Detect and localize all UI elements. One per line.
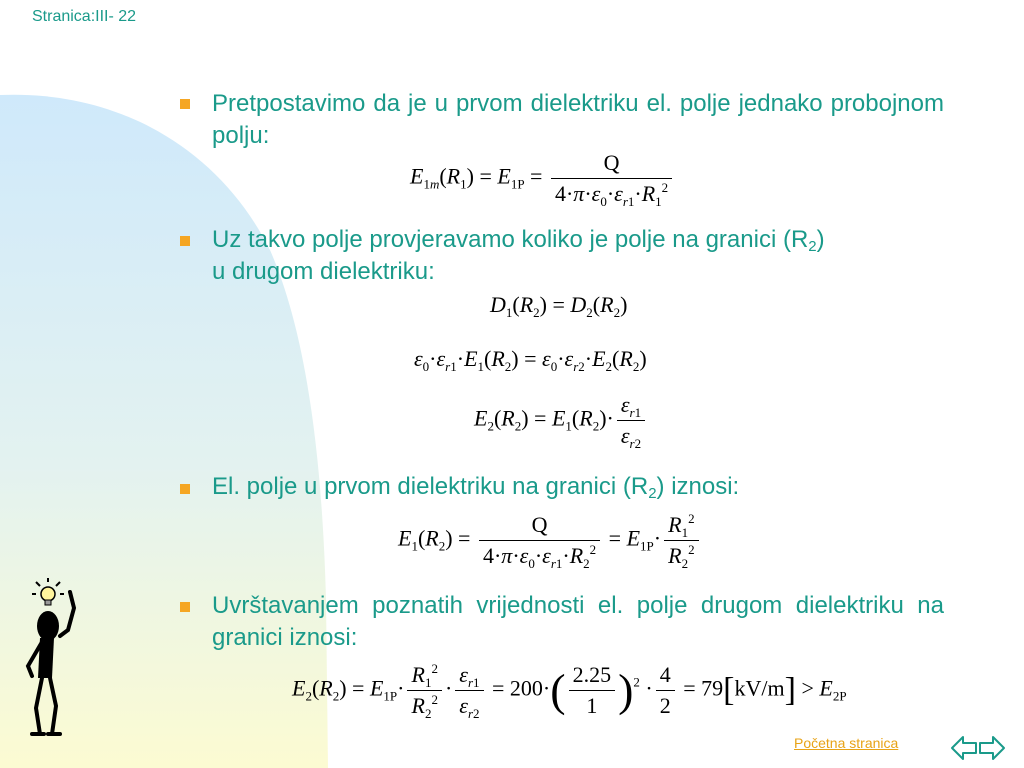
bullet-marker — [180, 602, 190, 612]
equation-result: 79 — [701, 675, 724, 701]
bullet-text-1: Pretpostavimo da je u prvom dielektriku el. polje jednako probojnom polju: — [212, 90, 944, 149]
nav-back-arrow-icon[interactable] — [952, 737, 976, 759]
bullet-text-3-part2: ) iznosi: — [656, 473, 740, 500]
equation-unit: kV/m — [734, 675, 785, 701]
bullet-text-2-part2: u drugom dielektriku: — [212, 258, 435, 285]
nav-forward-arrow-icon[interactable] — [980, 737, 1004, 759]
bullet-text-3: El. polje u prvom dielektriku na granici $(R_2)$ iznosi: — [212, 473, 740, 502]
equation-breakdown-field: $E_{1m}(R_1) = E_{1P}$ = $\frac{Q}{4\cdot\pi\cdot\varepsilon_0\cdot\varepsilon_{r1}\cdot R_1^2}$ — [410, 150, 675, 207]
equation-frac-den: 2 — [659, 693, 671, 718]
equation-ratio-den: 1 — [586, 693, 598, 718]
bullet-text-3-part1: El. polje u prvom dielektriku na granici (R — [212, 473, 649, 500]
equation-frac-num: 4 — [656, 662, 675, 691]
equation-charge-2: Q — [479, 512, 600, 541]
bullet-marker — [180, 484, 190, 494]
equation-200: 200 — [509, 675, 543, 701]
equation-permittivity-balance: $\varepsilon_0\cdot\varepsilon_{r1}\cdot E_1(R_2) = \varepsilon_0\cdot\varepsilon_{r2}\cdot E_2(R_2)$ — [414, 346, 647, 374]
bullet-text-4: Uvrštavanjem poznatih vrijednosti el. polje drugom dielektriku na granici iznosi: — [212, 592, 944, 651]
navigation-arrows — [950, 733, 1006, 768]
equation-charge: Q — [551, 150, 672, 179]
equation-four-2: 4 — [482, 543, 494, 568]
bullet-text-2: Uz takvo polje provjeravamo koliko je polje na granici $(R_2)$ u drugom dielektriku: — [212, 226, 825, 285]
bullet-marker — [180, 99, 190, 109]
equation-displacement-continuity: $D_1(R_2) = D_2(R_2)$ — [490, 292, 628, 320]
bullet-text-2-part1: Uz takvo polje provjeravamo koliko je polje na granici (R — [212, 226, 809, 253]
bullet-marker — [180, 236, 190, 246]
home-page-link[interactable]: Početna stranica — [794, 735, 899, 751]
equation-four: 4 — [554, 181, 566, 206]
stick-figure-idea-icon — [18, 578, 80, 738]
equation-field-at-boundary: $E_1(R_2)$ = $\frac{Q}{4\cdot\pi\cdot\varepsilon_0\cdot\varepsilon_{r1}\cdot R_2^2}$ = $E_{1P}\cdot$ $\frac{R_1^2}{R_2^2}$ — [398, 512, 702, 569]
equation-final-result: $E_2(R_2) = E_{1P}\cdot$ $\frac{R_1^2}{R_2^2}$ · $\frac{\varepsilon_{r1}}{\varepsilon_{r2}}$ = 200·( $\frac{2.25}{1}$ )$^2$ · $\frac{4}{2}$ = $79[kV/m] > E_{2P}$ — [292, 661, 847, 721]
page-number-label: Stranica:III- 22 — [32, 8, 137, 25]
equation-field-ratio: $E_2(R_2) = E_1(R_2)\cdot$ $\frac{\varepsilon_{r1}}{\varepsilon_{r2}}$ — [474, 392, 648, 449]
equation-ratio-num: 2.25 — [569, 662, 616, 691]
